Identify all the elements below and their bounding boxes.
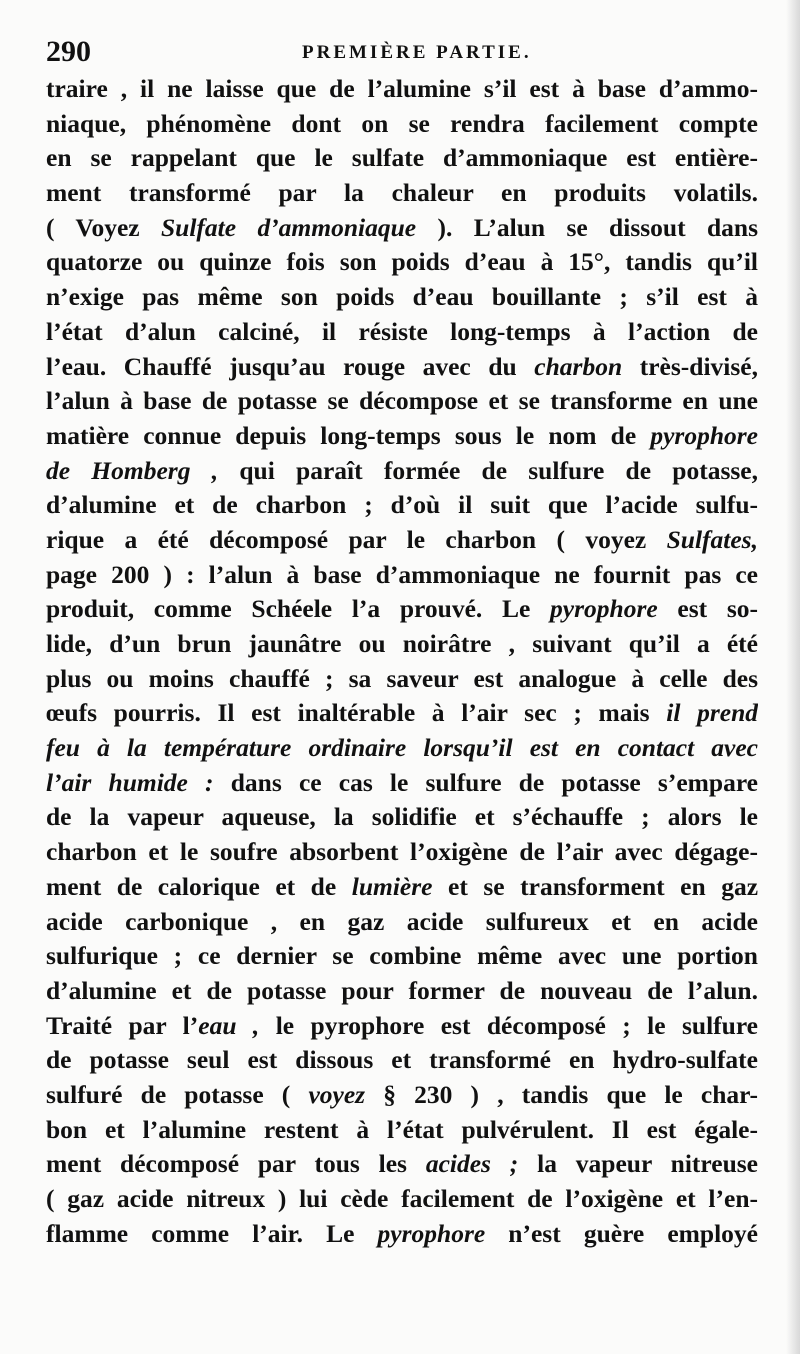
- text-run: matière connue depuis long-temps sous le nom de: [46, 420, 651, 450]
- text-run: page 200 ) : l’alun à base d’ammoniaque ne fournit pas ce: [46, 559, 758, 589]
- text-run: de la vapeur aqueuse, la solidifie et s’échauffe ; alors le: [46, 802, 758, 832]
- text-run: flamme comme l’air. Le: [46, 1218, 378, 1248]
- text-run: ment de calorique et de: [46, 871, 352, 901]
- text-run: l’eau. Chauffé jusqu’au rouge avec du: [46, 351, 535, 381]
- text-run: le pyrophore est décomposé ; le sulfure: [259, 1010, 758, 1040]
- italic-text: pyrophore: [550, 594, 658, 624]
- text-line: [46, 419, 758, 454]
- text-line: [46, 1182, 758, 1217]
- text-line: [46, 662, 758, 697]
- text-run: d’alumine et de potasse pour former de nouveau de l’alun.: [46, 975, 758, 1005]
- text-run: acide carbonique , en gaz acide sulfureux et en acide: [46, 906, 758, 936]
- text-line: [46, 766, 758, 801]
- text-line: [46, 1217, 758, 1252]
- text-run: œufs pourris. Il est inaltérable à l’air sec ; mais: [46, 698, 667, 728]
- text-run: l’état d’alun calciné, il résiste long-temps à l’action de: [46, 316, 758, 346]
- text-line: [46, 107, 758, 142]
- text-run: sulfuré de potasse (: [46, 1079, 309, 1109]
- text-line: [46, 696, 758, 731]
- text-run: quatorze ou quinze fois son poids d’eau à 15°, tandis qu’il: [46, 247, 758, 277]
- text-line: [46, 523, 758, 558]
- text-line: [46, 1147, 758, 1182]
- text-run: d’alumine et de charbon ; d’où il suit que l’acide sulfu-: [46, 490, 758, 520]
- text-run: l’alun à base de potasse se décompose et se transforme en une: [46, 386, 758, 416]
- body-text: [46, 72, 758, 1251]
- text-line: [46, 141, 758, 176]
- text-run: ment décomposé par tous les: [46, 1149, 426, 1179]
- text-line: [46, 731, 758, 766]
- text-run: plus ou moins chauffé ; sa saveur est analogue à celle des: [46, 663, 758, 693]
- text-line: [46, 315, 758, 350]
- text-run: en se rappelant que le sulfate d’ammoniaque est entière-: [46, 143, 758, 173]
- italic-text: acides ;: [425, 1149, 519, 1179]
- text-line: [46, 905, 758, 940]
- italic-text: pyrophore: [377, 1218, 486, 1248]
- text-run: ( Voyez: [46, 212, 161, 242]
- text-line: [46, 835, 758, 870]
- text-run: dans ce cas le sulfure de potasse s’empare: [213, 767, 758, 797]
- text-run: très-divisé,: [622, 351, 758, 381]
- text-run: lide, d’un brun jaunâtre ou noirâtre , suivant qu’il a été: [46, 629, 758, 658]
- italic-text: eau ,: [198, 1010, 260, 1040]
- text-run: qui paraît formée de sulfure de potasse,: [218, 455, 758, 485]
- text-line: [46, 1113, 758, 1148]
- italic-text: voyez: [308, 1079, 366, 1109]
- italic-text: Sulfates,: [666, 524, 758, 554]
- text-run: sulfurique ; ce dernier se combine même avec une portion: [46, 941, 758, 971]
- italic-text: charbon: [534, 351, 623, 381]
- text-line: [46, 558, 758, 593]
- page-header: [46, 34, 766, 70]
- italic-text: pyrophore: [650, 420, 758, 450]
- page-number: 290: [46, 35, 91, 68]
- italic-text: l’air humide :: [46, 767, 214, 797]
- text-line: [46, 870, 758, 905]
- text-run: et se transforment en gaz: [432, 871, 758, 901]
- running-head: PREMIÈRE PARTIE.: [302, 42, 532, 63]
- text-line: [46, 800, 758, 835]
- italic-text: Sulfate d’ammoniaque: [160, 212, 417, 242]
- text-run: ( gaz acide nitreux ) lui cède facilement de l’oxigène et l’en-: [46, 1184, 758, 1213]
- text-line: [46, 1009, 758, 1044]
- text-line: [46, 72, 758, 107]
- text-run: de potasse seul est dissous et transformé en hydro-sulfate: [46, 1045, 758, 1075]
- text-line: [46, 454, 758, 489]
- text-line: [46, 211, 758, 246]
- text-run: n’exige pas même son poids d’eau bouillante ; s’il est à: [46, 282, 758, 312]
- italic-text: il prend: [666, 698, 758, 728]
- text-run: la vapeur nitreuse: [518, 1149, 758, 1179]
- text-run: est so-: [657, 594, 758, 624]
- text-line: [46, 1078, 758, 1113]
- italic-text: lumière: [351, 871, 433, 901]
- italic-text: de Homberg ,: [46, 455, 219, 485]
- text-run: traire , il ne laisse que de l’alumine s’il est à base d’ammo-: [46, 74, 758, 103]
- text-line: [46, 384, 758, 419]
- text-run: § 230 ) , tandis que le char-: [365, 1079, 758, 1109]
- text-run: charbon et le soufre absorbent l’oxigène de l’air avec dégage-: [46, 837, 758, 867]
- text-run: ). L’alun se dissout dans: [416, 212, 758, 242]
- text-line: [46, 245, 758, 280]
- text-line: [46, 176, 758, 211]
- text-run: bon et l’alumine restent à l’état pulvérulent. Il est égale-: [46, 1114, 758, 1144]
- text-run: rique a été décomposé par le charbon ( voyez: [46, 524, 667, 554]
- text-run: n’est guère employé: [485, 1218, 758, 1248]
- text-line: [46, 488, 758, 523]
- text-line: [46, 974, 758, 1009]
- text-run: Traité par l’: [46, 1010, 199, 1040]
- text-run: niaque, phénomène dont on se rendra facilement compte: [46, 108, 758, 138]
- italic-text: feu à la température ordinaire lorsqu’il est en contact avec: [46, 733, 758, 763]
- text-run: ment transformé par la chaleur en produits volatils.: [46, 178, 758, 208]
- text-run: produit, comme Schéele l’a prouvé. Le: [46, 594, 551, 624]
- text-line: [46, 627, 758, 662]
- text-line: [46, 350, 758, 385]
- text-line: [46, 280, 758, 315]
- text-line: [46, 1043, 758, 1078]
- text-line: [46, 939, 758, 974]
- page-edge: [786, 0, 800, 1354]
- text-line: [46, 592, 758, 627]
